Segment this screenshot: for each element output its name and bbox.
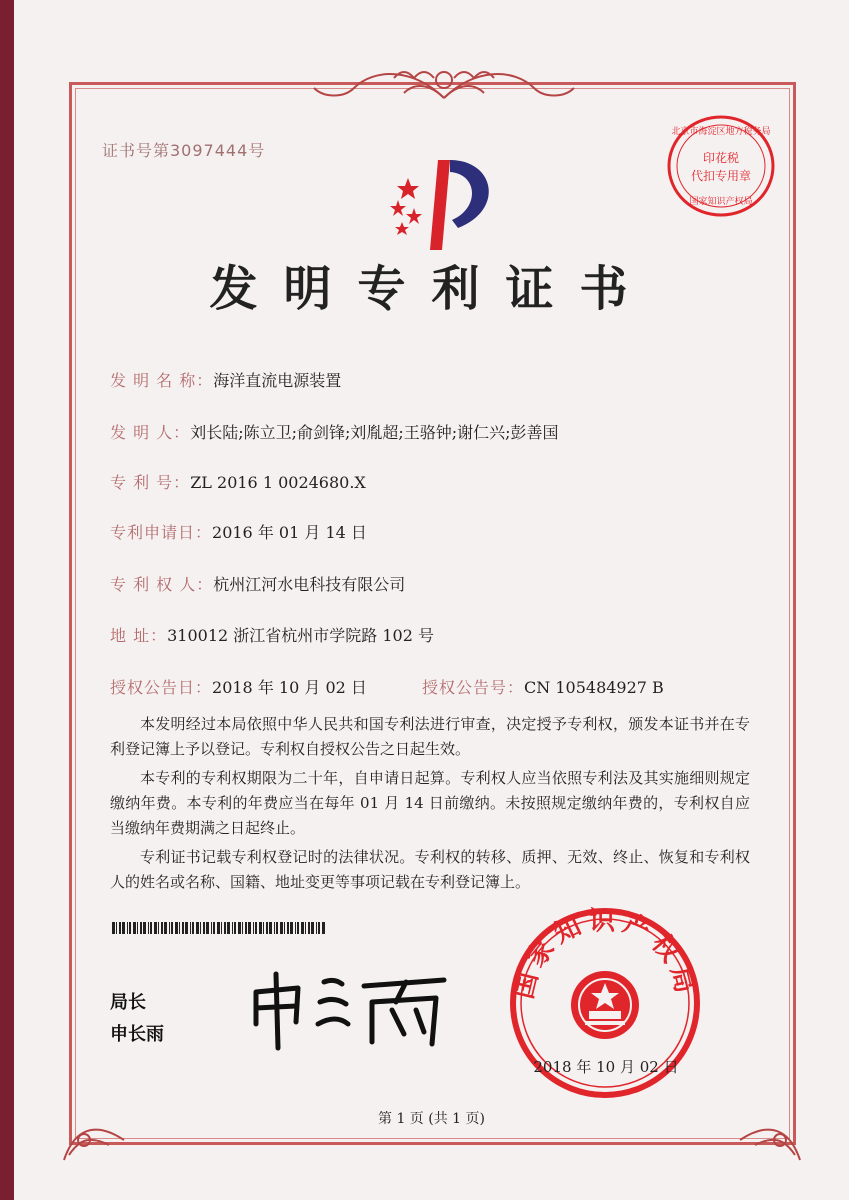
- barcode-bar: [245, 922, 247, 934]
- certificate-page: [14, 0, 849, 1200]
- barcode-bar: [232, 922, 233, 934]
- field-label: 专 利 号：: [110, 473, 191, 492]
- barcode-bar: [164, 922, 167, 934]
- barcode-bar: [112, 922, 115, 934]
- field-patent-number: [110, 470, 366, 493]
- barcode-bar: [255, 922, 257, 934]
- barcode-bar: [140, 922, 142, 934]
- barcode-bar: [158, 922, 159, 934]
- body-paragraph-2: 本专利的专利权期限为二十年，自申请日起算。专利权人应当依照专利法及其实施细则规定缴纳年费。本专利的年费应当在每年 01 月 14 日前缴纳。未按照规定缴纳年费的，专利权自应当缴纳年费期满之日起终止。: [110, 769, 750, 837]
- certificate-number: 证书号第3097444号: [102, 141, 266, 160]
- field-label: 发 明 人：: [110, 423, 191, 442]
- barcode-bar: [206, 922, 209, 934]
- barcode-bar: [305, 922, 306, 934]
- barcode-bar: [301, 922, 304, 934]
- field-value: 海洋直流电源装置: [213, 371, 342, 390]
- field-value: 2018 年 10 月 02 日: [212, 678, 367, 697]
- field-invention-name: [110, 368, 341, 391]
- barcode-bar: [119, 922, 121, 934]
- barcode-bar: [284, 922, 285, 934]
- barcode-bar: [182, 922, 184, 934]
- certificate-body: [110, 712, 750, 899]
- barcode-bar: [287, 922, 289, 934]
- field-grant-date: [110, 675, 367, 698]
- barcode-bar: [290, 922, 293, 934]
- barcode-bar: [179, 922, 180, 934]
- barcode-bar: [297, 922, 299, 934]
- barcode-bar: [269, 922, 272, 934]
- director-title: 局长: [110, 992, 146, 1013]
- body-paragraph-1: 本发明经过本局依照中华人民共和国专利法进行审查，决定授予专利权，颁发本证书并在专利登记簿上予以登记。专利权自授权公告之日起生效。: [110, 715, 750, 758]
- barcode-bar: [259, 922, 262, 934]
- barcode-bar: [203, 922, 205, 934]
- barcode-bar: [175, 922, 178, 934]
- barcode-bar: [171, 922, 173, 934]
- barcode-bar: [196, 922, 199, 934]
- barcode-bar: [248, 922, 251, 934]
- tax-seal-line1: 印花税: [702, 151, 740, 165]
- field-label: 专 利 权 人：: [110, 575, 214, 594]
- barcode-bar: [200, 922, 201, 934]
- barcode-bar: [322, 922, 325, 934]
- tax-seal-arc-text: 北京市海淀区地方税务局: [671, 127, 771, 137]
- field-value: 310012 浙江省杭州市学院路 102 号: [167, 626, 434, 645]
- field-label: 授权公告号：: [422, 678, 525, 697]
- field-address: [110, 623, 434, 646]
- barcode-bar: [224, 922, 226, 934]
- seal-text: 国家知识产权局: [508, 906, 702, 1002]
- barcode-bar: [154, 922, 157, 934]
- barcode-bar: [122, 922, 125, 934]
- field-label: 专利申请日：: [110, 523, 213, 542]
- barcode-bar: [280, 922, 283, 934]
- barcode-bar: [192, 922, 194, 934]
- barcode: [112, 922, 327, 934]
- barcode-bar: [234, 922, 236, 934]
- body-paragraph-3: 专利证书记载专利权登记时的法律状况。专利权的转移、质押、无效、终止、恢复和专利权人的姓名或名称、国籍、地址变更等事项记载在专利登记簿上。: [110, 848, 750, 891]
- field-value: 杭州江河水电科技有限公司: [213, 575, 406, 594]
- barcode-bar: [190, 922, 191, 934]
- barcode-bar: [276, 922, 278, 934]
- director-name: 申长雨: [110, 1024, 164, 1045]
- barcode-bar: [227, 922, 230, 934]
- field-label: 发 明 名 称：: [110, 371, 214, 390]
- barcode-bar: [263, 922, 264, 934]
- barcode-bar: [238, 922, 241, 934]
- seal-date: 2018 年 10 月 02 日: [533, 1058, 679, 1076]
- barcode-bar: [311, 922, 314, 934]
- field-patentee: [110, 572, 405, 595]
- barcode-bar: [221, 922, 222, 934]
- field-inventors: [110, 420, 559, 443]
- barcode-bar: [217, 922, 220, 934]
- field-value: CN 105484927 B: [524, 678, 664, 697]
- barcode-bar: [150, 922, 152, 934]
- top-ornament: [294, 58, 594, 108]
- certificate-title: 发明专利证书: [209, 261, 654, 317]
- field-grant-number: [422, 675, 664, 698]
- barcode-bar: [185, 922, 188, 934]
- barcode-bar: [161, 922, 163, 934]
- field-value: 2016 年 01 月 14 日: [212, 523, 367, 542]
- barcode-bar: [316, 922, 317, 934]
- tax-seal-line2: 代扣专用章: [690, 169, 752, 183]
- barcode-bar: [127, 922, 128, 934]
- page-number: 第 1 页 (共 1 页): [378, 1111, 485, 1127]
- barcode-bar: [116, 922, 117, 934]
- tax-seal-bottom: 国家知识产权局: [689, 197, 753, 207]
- director-signature: [246, 962, 456, 1052]
- field-label: 授权公告日：: [110, 678, 213, 697]
- field-filing-date: [110, 520, 367, 543]
- barcode-bar: [143, 922, 146, 934]
- barcode-bar: [148, 922, 149, 934]
- barcode-bar: [295, 922, 296, 934]
- barcode-bar: [242, 922, 243, 934]
- barcode-bar: [137, 922, 138, 934]
- barcode-bar: [129, 922, 131, 934]
- patent-office-logo: [380, 150, 510, 250]
- barcode-bar: [274, 922, 275, 934]
- field-value: 刘长陆;陈立卫;俞剑锋;刘胤超;王骆钟;谢仁兴;彭善国: [190, 423, 559, 442]
- stamp-duty-seal: [664, 112, 778, 220]
- barcode-bar: [253, 922, 254, 934]
- barcode-bar: [266, 922, 268, 934]
- barcode-bar: [213, 922, 215, 934]
- barcode-bar: [211, 922, 212, 934]
- barcode-bar: [308, 922, 310, 934]
- field-value: ZL 2016 1 0024680.X: [190, 473, 366, 492]
- barcode-bar: [169, 922, 170, 934]
- barcode-bar: [318, 922, 320, 934]
- barcode-bar: [133, 922, 136, 934]
- field-label: 地 址：: [110, 626, 168, 645]
